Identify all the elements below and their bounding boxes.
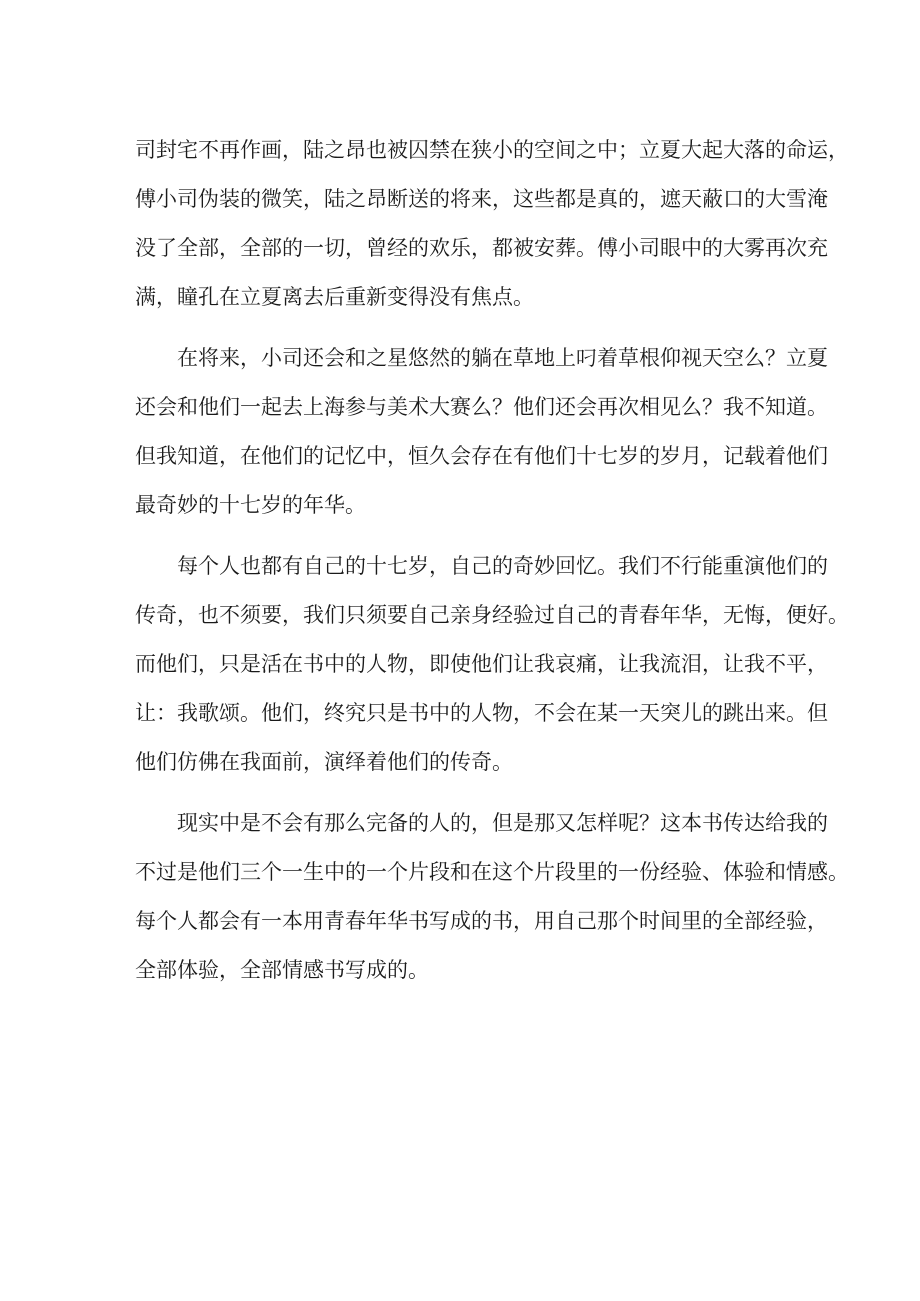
text-line: 不过是他们三个一生中的一个片段和在这个片段里的一份经验、体验和情感。 <box>135 860 849 884</box>
text-line: 他们仿佛在我面前，演绎着他们的传奇。 <box>135 750 513 774</box>
paragraph-gap <box>135 787 795 799</box>
paragraph-2 <box>135 334 828 530</box>
paragraph-gap <box>135 530 795 542</box>
text-line: 传奇，也不须要，我们只须要自己亲身经验过自己的青春年华，无悔，便好。 <box>135 603 849 627</box>
text-line: 满，瞳孔在立夏离去后重新变得没有焦点。 <box>135 285 534 309</box>
text-line: 最奇妙的十七岁的年华。 <box>135 493 366 517</box>
body-text <box>135 126 849 995</box>
text-line: 没了全部，全部的一切，曾经的欢乐，都被安葬。傅小司眼中的大雾再次充 <box>135 236 828 260</box>
text-line: 每个人也都有自己的十七岁，自己的奇妙回忆。我们不行能重演他们的 <box>177 554 828 578</box>
text-line: 傅小司伪装的微笑，陆之昂断送的将来，这些都是真的，遮天蔽口的大雪淹 <box>135 187 828 211</box>
text-line: 司封宅不再作画，陆之昂也被囚禁在狭小的空间之中；立夏大起大落的命运， <box>135 138 849 162</box>
text-line: 在将来，小司还会和之星悠然的躺在草地上叼着草根仰视天空么？立夏 <box>177 346 828 370</box>
text-line: 每个人都会有一本用青春年华书写成的书，用自己那个时间里的全部经验， <box>135 909 828 933</box>
text-line: 现实中是不会有那么完备的人的，但是那又怎样呢？这本书传达给我的 <box>177 811 828 835</box>
paragraph-gap <box>135 322 795 334</box>
text-line: 全部体验，全部情感书写成的。 <box>135 958 429 982</box>
text-line: 让：我歌颂。他们，终究只是书中的人物，不会在某一天突儿的跳出来。但 <box>135 701 828 725</box>
paragraph-3 <box>135 542 849 787</box>
paragraph-1 <box>135 126 849 322</box>
text-line: 而他们，只是活在书中的人物，即使他们让我哀痛，让我流泪，让我不平， <box>135 652 828 676</box>
text-line: 但我知道，在他们的记忆中，恒久会存在有他们十七岁的岁月，记载着他们 <box>135 444 828 468</box>
text-line: 还会和他们一起去上海参与美术大赛么？他们还会再次相见么？我不知道。 <box>135 395 828 419</box>
paragraph-4 <box>135 799 849 995</box>
